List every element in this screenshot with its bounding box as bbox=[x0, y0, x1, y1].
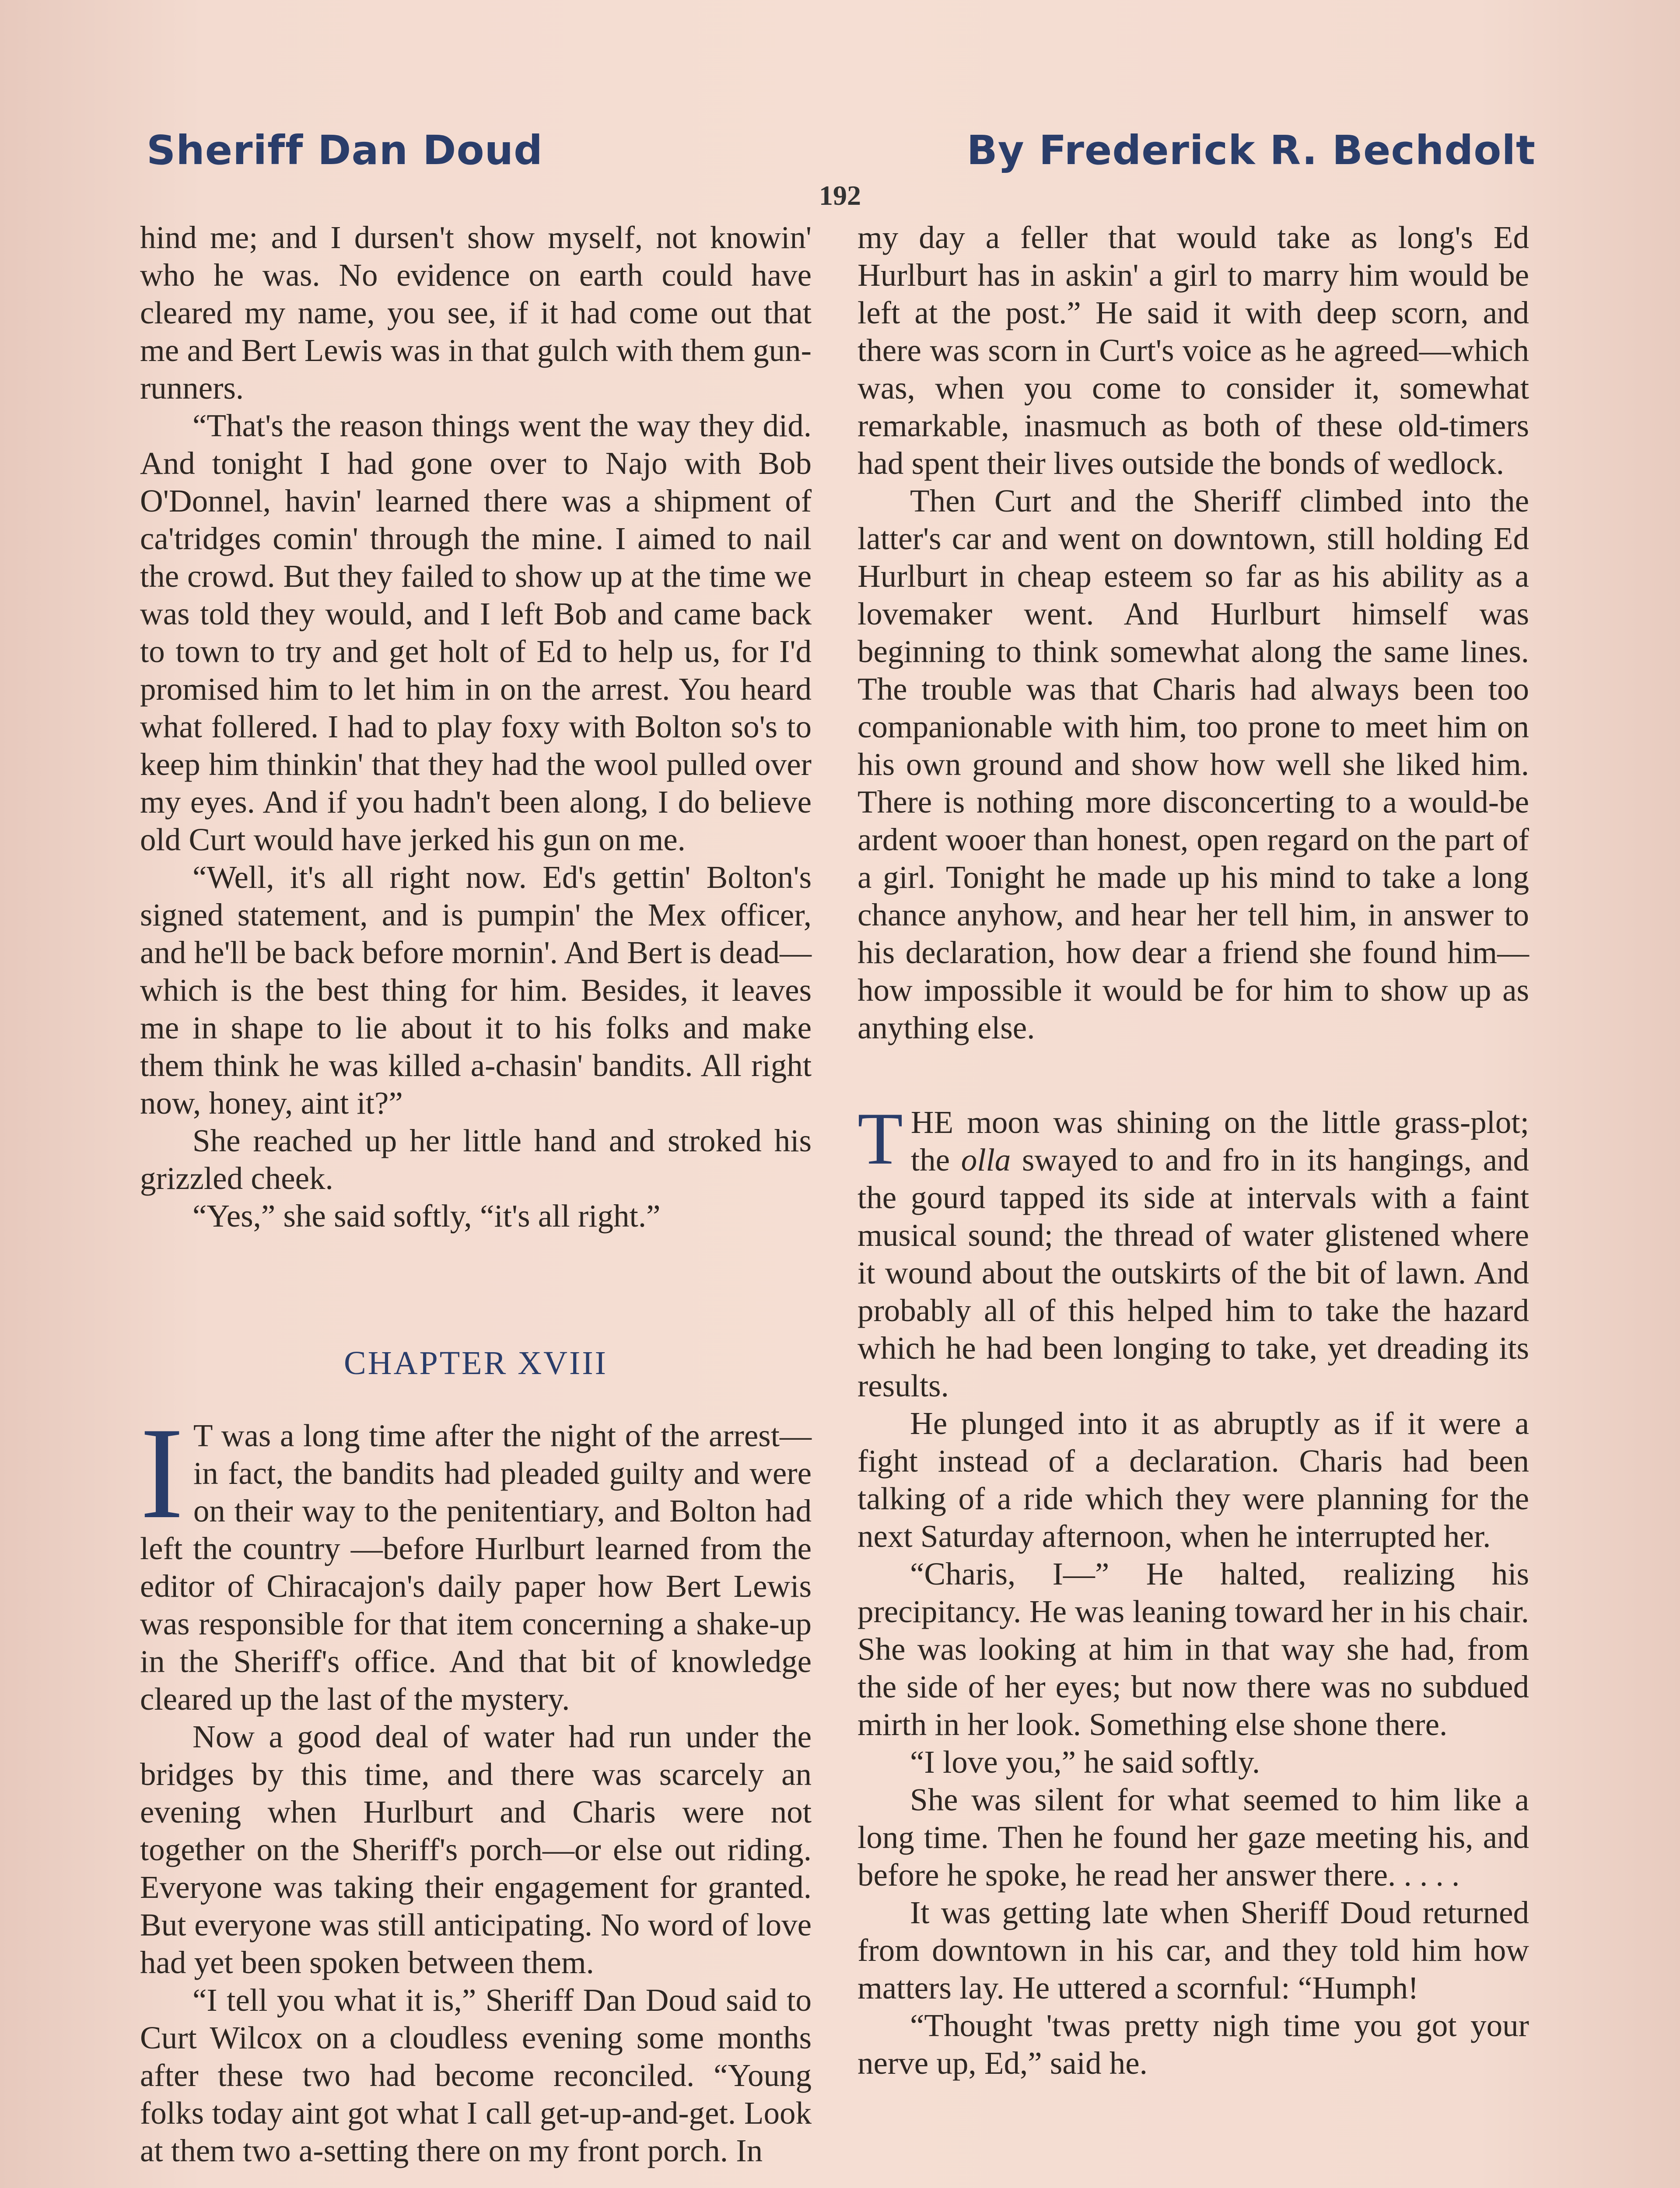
paragraph: Then Curt and the Sheriff climbed into the latter's car and went on downtown, still holding Ed Hurlburt in cheap esteem so far as his ability as a lovemaker went. And Hurlburt himself was beginning to think somewhat along the same lines. The trouble was that Charis had always been too companionable with him, too prone to meet him on his own ground and show how well she liked him. There is nothing more disconcerting to a would-be ardent wooer than honest, open regard on the part of a girl. Tonight he made up his mind to take a long chance anyhow, and hear her tell him, in answer to his declaration, how dear a friend she found him—how impossible it would be for him to show up as anything else. bbox=[858, 483, 1529, 1045]
paragraph-text: HE moon was shining on the little grass-plot; the bbox=[910, 1105, 1529, 1178]
left-column bbox=[140, 219, 812, 2170]
drop-cap: I bbox=[140, 1400, 184, 1546]
chapter-heading: CHAPTER XVIII bbox=[344, 1345, 608, 1382]
paragraph: “I tell you what it is,” Sheriff Dan Doud said to Curt Wilcox on a cloudless evening some months after these two had become reconciled. “Young folks today aint got what I call get-up-and-get. Look at them two a-setting there on my front porch. In bbox=[140, 1982, 812, 2168]
italic-word: olla bbox=[961, 1142, 1011, 1178]
paragraph: “Thought 'twas pretty nigh time you got your nerve up, Ed,” said he. bbox=[858, 2008, 1529, 2081]
running-author: By Frederick R. Bechdolt bbox=[966, 127, 1536, 174]
paragraph: It was getting late when Sheriff Doud returned from downtown in his car, and they told him how matters lay. He uttered a scornful: “Humph! bbox=[858, 1895, 1529, 2006]
paragraph-text: T was a long time after the night of the arrest—in fact, the bandits had pleaded guilty and were on their way to the penitentiary, and Bolton had left the country —before Hurlburt learned from the editor of Chiracajon's daily paper how Bert Lewis was responsible for that item concerning a shake-up in the Sheriff's office. And that bit of knowledge cleared up the last of the mystery. bbox=[140, 1418, 812, 1717]
paragraph: He plunged into it as abruptly as if it were a fight instead of a declaration. Charis had been talking of a ride which they were planning for the next Saturday afternoon, when he interrupted her. bbox=[858, 1406, 1529, 1554]
paragraph: “Well, it's all right now. Ed's gettin' Bolton's signed statement, and is pumpin' the Mex officer, and he'll be back before mornin'. And Bert is dead—which is the best thing for him. Besides, it leaves me in shape to lie about it to his folks and make them think he was killed a-chasin' bandits. All right now, honey, aint it?” bbox=[140, 859, 812, 1121]
paragraph: “Yes,” she said softly, “it's all right.” bbox=[192, 1198, 661, 1234]
paragraph: She was silent for what seemed to him like a long time. Then he found her gaze meeting his, and before he spoke, he read her answer there. . . . . bbox=[858, 1782, 1529, 1893]
page-number: 192 bbox=[819, 180, 861, 211]
paragraph: Now a good deal of water had run under the bridges by this time, and there was scarcely an evening when Hurlburt and Charis were not together on the Sheriff's porch—or else out riding. Everyone was taking their engagement for granted. But everyone was still anticipating. No word of love had yet been spoken between them. bbox=[140, 1719, 812, 1980]
paragraph: my day a feller that would take as long's Ed Hurlburt has in askin' a girl to marry him would be left at the post.” He said it with deep scorn, and there was scorn in Curt's voice as he agreed—which was, when you come to consider it, somewhat remarkable, inasmuch as both of these old-timers had spent their lives outside the bonds of wedlock. bbox=[858, 220, 1529, 481]
paragraph: “I love you,” he said softly. bbox=[910, 1744, 1260, 1780]
section-break bbox=[858, 1047, 1529, 1104]
paragraph-with-dropcap bbox=[140, 1400, 812, 1718]
right-column bbox=[858, 219, 1529, 2082]
drop-cap: T bbox=[858, 1098, 903, 1180]
paragraph: hind me; and I dursen't show myself, not knowin' who he was. No evidence on earth could have cleared my name, you see, if it had come out that me and Bert Lewis was in that gulch with them gun-runners. bbox=[140, 220, 812, 406]
running-title: Sheriff Dan Doud bbox=[147, 127, 543, 174]
paragraph: “That's the reason things went the way they did. And tonight I had gone over to Najo with Bob O'Donnel, havin' learned there was a shipment of ca'tridges comin' through the mine. I aimed to nail the crowd. But they failed to show up at the time we was told they would, and I left Bob and came back to town to try and get holt of Ed to help us, for I'd promised him to let him in on the arrest. You heard what follered. I had to play foxy with Bolton so's to keep him thinkin' that they had the wool pulled over my eyes. And if you hadn't been along, I do believe old Curt would have jerked his gun on me. bbox=[140, 408, 812, 857]
paragraph-text: swayed to and fro in its hangings, and the gourd tapped its side at intervals with a faint musical sound; the thread of water glistened where it wound about the outskirts of the bit of lawn. And probably all of this helped him to take the hazard which he had been longing to take, yet dreading its results. bbox=[858, 1142, 1529, 1403]
paragraph: She reached up her little hand and stroked his grizzled cheek. bbox=[140, 1123, 812, 1196]
paragraph: “Charis, I—” He halted, realizing his precipitancy. He was leaning toward her in his chair. She was looking at him in that way she had, from the side of her eyes; but now there was no subdued mirth in her look. Something else shone there. bbox=[858, 1556, 1529, 1742]
paragraph-with-dropcap bbox=[858, 1098, 1529, 1405]
